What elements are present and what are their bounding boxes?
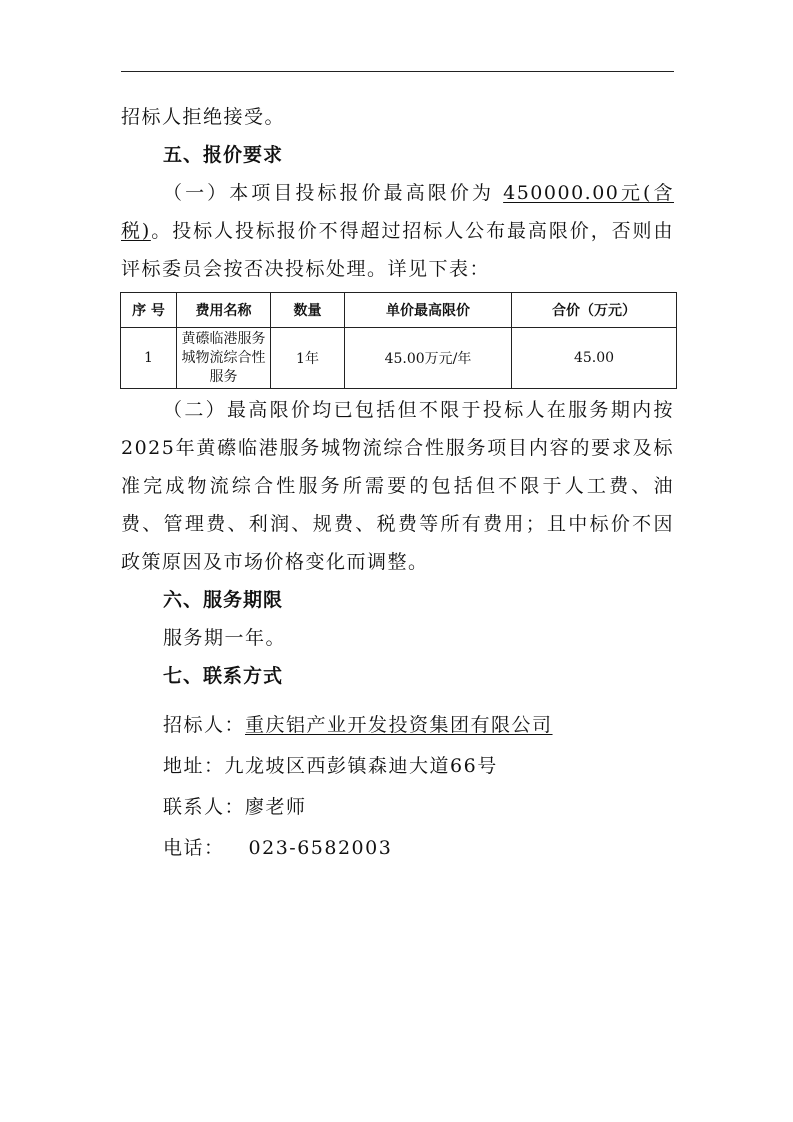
address-line xyxy=(121,746,674,787)
col-header-item: 费用名称 xyxy=(177,293,271,328)
para1-suffix: 。投标人投标报价不得超过招标人公布最高限价，否则由评标委员会按否决投标处理。详见下表： xyxy=(121,220,674,280)
section-7-heading: 七、联系方式 xyxy=(163,665,284,687)
cell-quantity: 1年 xyxy=(271,328,345,389)
contact-label: 联系人： xyxy=(163,796,246,818)
tenderer-line xyxy=(121,705,674,746)
max-price-amount: 450000.00元(含税) xyxy=(121,182,674,242)
col-header-unit-price: 单价最高限价 xyxy=(345,293,512,328)
contact-value: 廖老师 xyxy=(245,796,307,818)
address-label: 地址： xyxy=(163,755,225,777)
address-value: 九龙坡区西彭镇森迪大道66号 xyxy=(224,755,498,777)
section-5-paragraph-2: （二）最高限价均已包括但不限于投标人在服务期内按2025年黄礤临港服务城物流综合性服务项目内容的要求及标准完成物流综合性服务所需要的包括但不限于人工费、油费、管理费、利润、规费、税费等所有费用；且中标价不因政策原因及市场价格变化而调整。 xyxy=(121,399,674,573)
section-6-heading: 六、服务期限 xyxy=(163,589,284,611)
para1-prefix: （一）本项目投标报价最高限价为 xyxy=(163,182,504,204)
col-header-index: 序 号 xyxy=(121,293,177,328)
table-header-row xyxy=(121,293,677,328)
price-table xyxy=(120,292,677,389)
table-row xyxy=(121,328,677,389)
phone-label: 电话： xyxy=(163,837,225,859)
cell-total: 45.00 xyxy=(512,328,677,389)
header-rule xyxy=(121,71,674,72)
phone-value: 023-6582003 xyxy=(248,837,393,859)
document-body xyxy=(121,98,674,869)
service-period-text: 服务期一年。 xyxy=(163,627,287,649)
cell-unit-price: 45.00万元/年 xyxy=(345,328,512,389)
col-header-total: 合价（万元） xyxy=(512,293,677,328)
continuation-text: 招标人拒绝接受。 xyxy=(121,106,286,128)
section-5-paragraph-1 xyxy=(121,174,674,288)
col-header-quantity: 数量 xyxy=(271,293,345,328)
tenderer-name: 重庆铝产业开发投资集团有限公司 xyxy=(245,714,553,736)
cell-index: 1 xyxy=(121,328,177,389)
tenderer-label: 招标人： xyxy=(163,714,246,736)
section-5-heading: 五、报价要求 xyxy=(163,144,284,166)
contact-person-line xyxy=(121,787,674,828)
cell-item-name: 黄礤临港服务城物流综合性服务 xyxy=(177,328,271,389)
phone-line xyxy=(121,828,674,869)
